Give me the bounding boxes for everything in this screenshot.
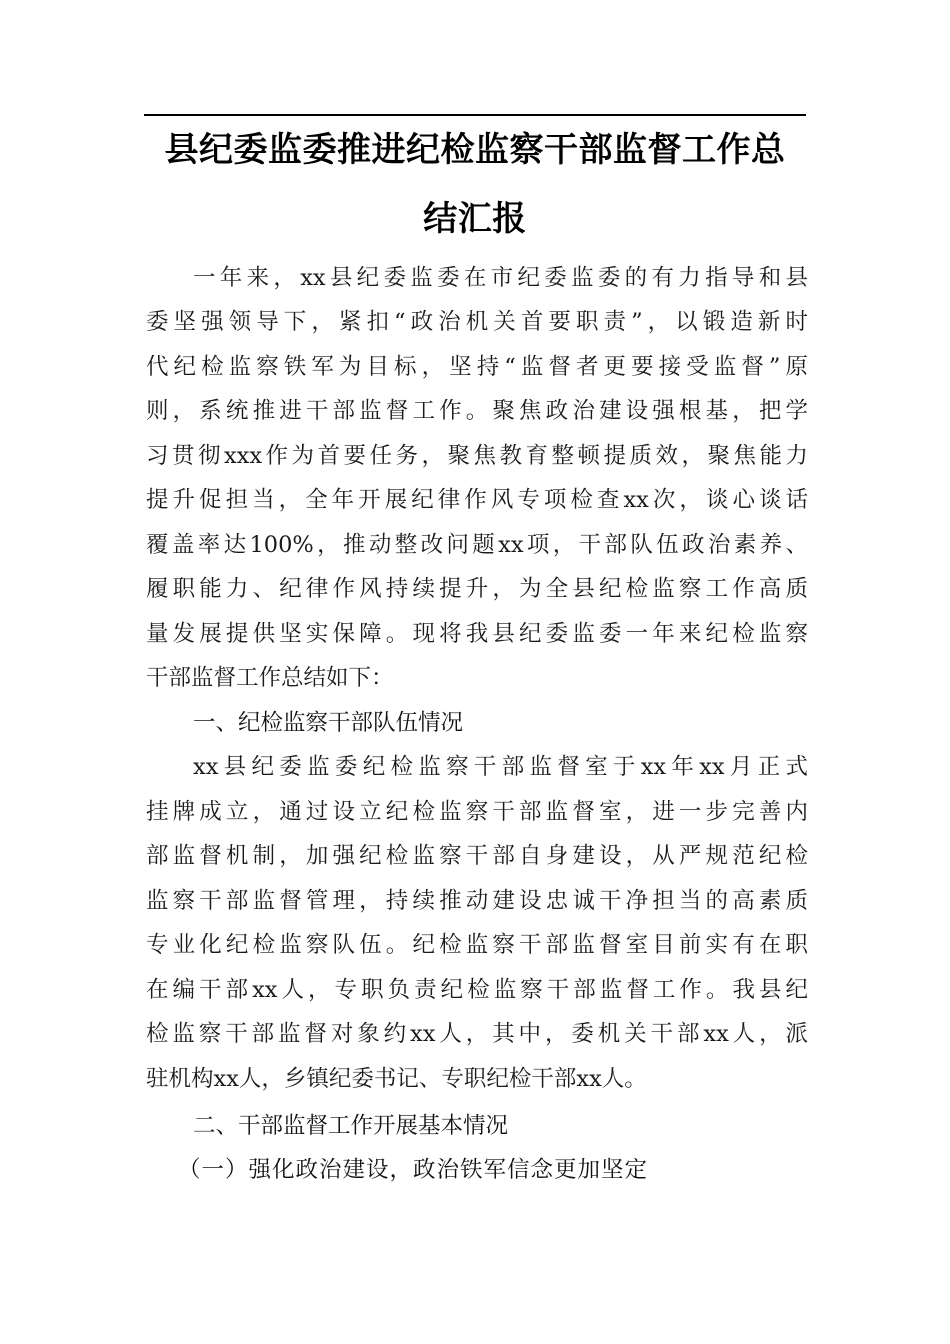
intro-line: 则，系统推进干部监督工作。聚焦政治建设强根基，把学 — [146, 398, 808, 424]
header-rule — [144, 114, 806, 116]
intro-line: 覆盖率达100%，推动整改问题xx项，干部队伍政治素养、 — [146, 532, 808, 558]
section-1-line: 部监督机制，加强纪检监察干部自身建设，从严规范纪检 — [146, 843, 808, 869]
section-1-line: 监察干部监督管理，持续推动建设忠诚干净担当的高素质 — [146, 888, 808, 914]
document-title-line-1: 县纪委监委推进纪检监察干部监督工作总 — [164, 130, 786, 170]
intro-line: 履职能力、纪律作风持续提升，为全县纪检监察工作高质 — [146, 576, 808, 602]
section-1-line: 检监察干部监督对象约xx人，其中，委机关干部xx人，派 — [146, 1021, 808, 1047]
section-1-line: 在编干部xx人，专职负责纪检监察干部监督工作。我县纪 — [146, 977, 808, 1003]
section-1-line: 挂牌成立，通过设立纪检监察干部监督室，进一步完善内 — [146, 799, 808, 825]
intro-line: 委坚强领导下，紧扣“政治机关首要职责”，以锻造新时 — [146, 309, 808, 335]
section-1-line: 驻机构xx人，乡镇纪委书记、专职纪检干部xx人。 — [146, 1066, 647, 1092]
section-1-line: xx县纪委监委纪检监察干部监督室于xx年xx月正式 — [193, 754, 808, 780]
section-1-heading: 一、纪检监察干部队伍情况 — [193, 710, 464, 736]
section-2-heading: 二、干部监督工作开展基本情况 — [193, 1113, 509, 1139]
intro-line: 干部监督工作总结如下： — [146, 665, 394, 691]
intro-line: 习贯彻xxx作为首要任务，聚焦教育整顿提质效，聚焦能力 — [146, 443, 808, 469]
section-2-subheading: （一）强化政治建设，政治铁军信念更加坚定 — [178, 1157, 649, 1183]
intro-line: 量发展提供坚实保障。现将我县纪委监委一年来纪检监察 — [146, 621, 808, 647]
intro-line: 一年来，xx县纪委监委在市纪委监委的有力指导和县 — [193, 265, 808, 291]
intro-line: 提升促担当，全年开展纪律作风专项检查xx次，谈心谈话 — [146, 487, 808, 513]
document-title-line-2: 结汇报 — [423, 199, 527, 239]
section-1-line: 专业化纪检监察队伍。纪检监察干部监督室目前实有在职 — [146, 932, 808, 958]
intro-line: 代纪检监察铁军为目标，坚持“监督者更要接受监督”原 — [146, 354, 808, 380]
